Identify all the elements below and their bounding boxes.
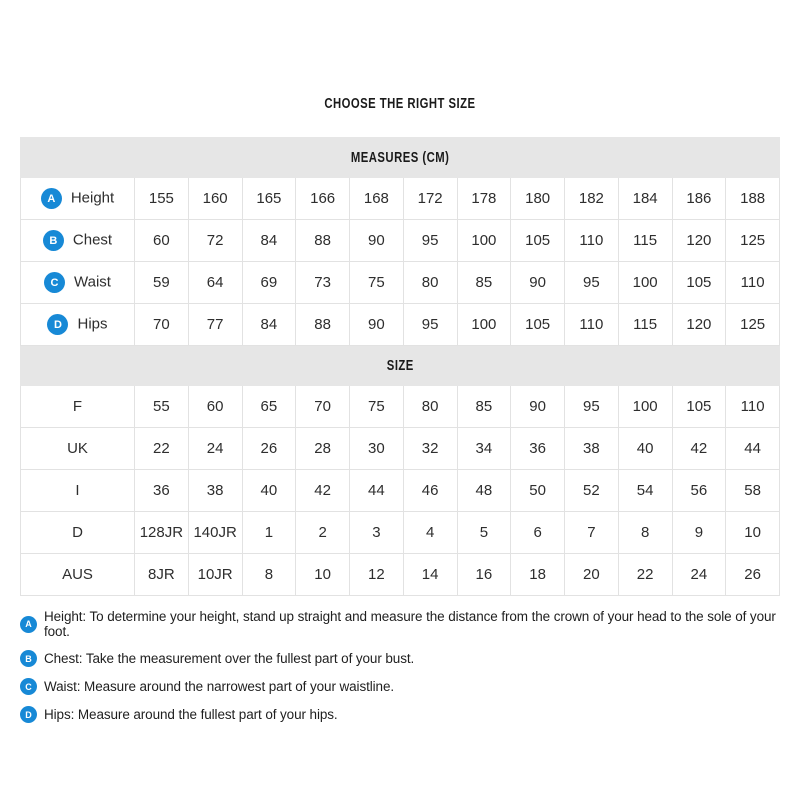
footnote-item — [20, 678, 780, 695]
measures-section-header: MEASURES (CM) — [350, 149, 450, 166]
value-cell: 110 — [726, 262, 780, 304]
value-cell: 40 — [242, 470, 296, 512]
value-cell: 3 — [350, 512, 404, 554]
footnote-item — [20, 609, 780, 639]
row-label-cell — [21, 178, 135, 220]
value-cell: 46 — [403, 470, 457, 512]
row-badge: C — [44, 272, 65, 293]
value-cell: 115 — [618, 220, 672, 262]
page-title — [20, 96, 780, 112]
value-cell: 60 — [135, 220, 189, 262]
value-cell: 105 — [511, 220, 565, 262]
value-cell: 59 — [135, 262, 189, 304]
value-cell: 24 — [188, 428, 242, 470]
footnote-badge: B — [20, 650, 37, 667]
row-label-cell — [21, 262, 135, 304]
value-cell: 26 — [242, 428, 296, 470]
value-cell: 90 — [350, 220, 404, 262]
footnote-item — [20, 706, 780, 723]
value-cell: 10JR — [188, 554, 242, 596]
measures-section — [21, 138, 780, 346]
value-cell: 34 — [457, 428, 511, 470]
value-cell: 100 — [457, 220, 511, 262]
measures-section-header-row — [21, 138, 780, 178]
row-badge: A — [41, 188, 62, 209]
value-cell: 125 — [726, 304, 780, 346]
row-label-cell — [21, 220, 135, 262]
value-cell: 64 — [188, 262, 242, 304]
value-cell: 12 — [350, 554, 404, 596]
value-cell: 88 — [296, 220, 350, 262]
value-cell: 88 — [296, 304, 350, 346]
value-cell: 75 — [350, 262, 404, 304]
value-cell: 65 — [242, 386, 296, 428]
value-cell: 105 — [672, 386, 726, 428]
value-cell: 1 — [242, 512, 296, 554]
value-cell: 105 — [672, 262, 726, 304]
size-section-header: SIZE — [386, 357, 414, 374]
value-cell: 77 — [188, 304, 242, 346]
row-label: F — [72, 398, 83, 415]
row-label: Chest — [72, 231, 113, 249]
footnote-text: Hips: Measure around the fullest part of your hips. — [44, 707, 338, 722]
value-cell: 14 — [403, 554, 457, 596]
footnote-text: Waist: Measure around the narrowest part of your waistline. — [44, 679, 395, 694]
value-cell: 182 — [565, 178, 619, 220]
value-cell: 90 — [511, 262, 565, 304]
value-cell: 160 — [188, 178, 242, 220]
value-cell: 85 — [457, 386, 511, 428]
value-cell: 24 — [672, 554, 726, 596]
value-cell: 166 — [296, 178, 350, 220]
value-cell: 95 — [565, 386, 619, 428]
row-label: I — [75, 482, 80, 499]
row-badge: D — [47, 314, 68, 335]
row-badge: B — [43, 230, 64, 251]
value-cell: 73 — [296, 262, 350, 304]
value-cell: 100 — [618, 386, 672, 428]
page-title-wrap — [20, 96, 780, 116]
table-row — [21, 554, 780, 596]
table-row — [21, 512, 780, 554]
value-cell: 28 — [296, 428, 350, 470]
value-cell: 5 — [457, 512, 511, 554]
value-cell: 70 — [135, 304, 189, 346]
value-cell: 90 — [511, 386, 565, 428]
value-cell: 84 — [242, 220, 296, 262]
value-cell: 36 — [135, 470, 189, 512]
size-guide-page — [20, 0, 780, 723]
value-cell: 42 — [296, 470, 350, 512]
value-cell: 140JR — [188, 512, 242, 554]
value-cell: 90 — [350, 304, 404, 346]
value-cell: 44 — [350, 470, 404, 512]
value-cell: 4 — [403, 512, 457, 554]
value-cell: 115 — [618, 304, 672, 346]
value-cell: 155 — [135, 178, 189, 220]
value-cell: 60 — [188, 386, 242, 428]
value-cell: 128JR — [135, 512, 189, 554]
value-cell: 22 — [135, 428, 189, 470]
row-label: D — [72, 524, 83, 541]
value-cell: 50 — [511, 470, 565, 512]
value-cell: 2 — [296, 512, 350, 554]
footnote-badge: A — [20, 616, 37, 633]
value-cell: 72 — [188, 220, 242, 262]
value-cell: 10 — [296, 554, 350, 596]
value-cell: 20 — [565, 554, 619, 596]
row-label-cell — [21, 304, 135, 346]
row-label: Height — [70, 189, 115, 207]
value-cell: 184 — [618, 178, 672, 220]
table-row — [21, 262, 780, 304]
value-cell: 165 — [242, 178, 296, 220]
value-cell: 8 — [618, 512, 672, 554]
value-cell: 69 — [242, 262, 296, 304]
value-cell: 7 — [565, 512, 619, 554]
value-cell: 42 — [672, 428, 726, 470]
table-row — [21, 220, 780, 262]
value-cell: 8 — [242, 554, 296, 596]
value-cell: 100 — [618, 262, 672, 304]
footnotes — [20, 609, 780, 723]
footnote-badge: C — [20, 678, 37, 695]
value-cell: 172 — [403, 178, 457, 220]
value-cell: 95 — [565, 262, 619, 304]
row-label: UK — [67, 440, 88, 457]
row-label-cell — [21, 428, 135, 470]
measures-section-header-cell — [21, 138, 780, 178]
value-cell: 10 — [726, 512, 780, 554]
value-cell: 44 — [726, 428, 780, 470]
row-label-cell — [21, 512, 135, 554]
size-chart-table — [20, 137, 780, 596]
value-cell: 16 — [457, 554, 511, 596]
value-cell: 22 — [618, 554, 672, 596]
size-section-header-row — [21, 346, 780, 386]
value-cell: 38 — [188, 470, 242, 512]
value-cell: 52 — [565, 470, 619, 512]
table-row — [21, 470, 780, 512]
value-cell: 120 — [672, 220, 726, 262]
value-cell: 105 — [511, 304, 565, 346]
footnote-item — [20, 650, 780, 667]
value-cell: 85 — [457, 262, 511, 304]
value-cell: 54 — [618, 470, 672, 512]
value-cell: 26 — [726, 554, 780, 596]
table-row — [21, 386, 780, 428]
value-cell: 55 — [135, 386, 189, 428]
value-cell: 36 — [511, 428, 565, 470]
row-label-cell — [21, 386, 135, 428]
value-cell: 6 — [511, 512, 565, 554]
value-cell: 120 — [672, 304, 726, 346]
size-section-header-cell — [21, 346, 780, 386]
value-cell: 8JR — [135, 554, 189, 596]
value-cell: 40 — [618, 428, 672, 470]
footnote-text: Chest: Take the measurement over the fullest part of your bust. — [44, 651, 415, 666]
value-cell: 186 — [672, 178, 726, 220]
size-section — [21, 346, 780, 596]
table-row — [21, 304, 780, 346]
value-cell: 100 — [457, 304, 511, 346]
row-label: AUS — [62, 566, 93, 583]
value-cell: 58 — [726, 470, 780, 512]
value-cell: 110 — [726, 386, 780, 428]
row-label-cell — [21, 554, 135, 596]
value-cell: 9 — [672, 512, 726, 554]
value-cell: 168 — [350, 178, 404, 220]
value-cell: 178 — [457, 178, 511, 220]
value-cell: 80 — [403, 386, 457, 428]
footnote-text: Height: To determine your height, stand up straight and measure the distance from the crown of your head to the sole of your foot. — [44, 609, 776, 639]
value-cell: 188 — [726, 178, 780, 220]
row-label-cell — [21, 470, 135, 512]
value-cell: 125 — [726, 220, 780, 262]
table-row — [21, 178, 780, 220]
value-cell: 180 — [511, 178, 565, 220]
value-cell: 30 — [350, 428, 404, 470]
value-cell: 84 — [242, 304, 296, 346]
value-cell: 38 — [565, 428, 619, 470]
value-cell: 32 — [403, 428, 457, 470]
value-cell: 48 — [457, 470, 511, 512]
page-title-text: CHOOSE THE RIGHT SIZE — [324, 96, 476, 112]
value-cell: 70 — [296, 386, 350, 428]
value-cell: 56 — [672, 470, 726, 512]
value-cell: 75 — [350, 386, 404, 428]
row-label: Hips — [77, 315, 108, 333]
value-cell: 110 — [565, 220, 619, 262]
value-cell: 95 — [403, 304, 457, 346]
table-row — [21, 428, 780, 470]
value-cell: 80 — [403, 262, 457, 304]
row-label: Waist — [74, 273, 111, 291]
value-cell: 95 — [403, 220, 457, 262]
value-cell: 110 — [565, 304, 619, 346]
value-cell: 18 — [511, 554, 565, 596]
footnote-badge: D — [20, 706, 37, 723]
